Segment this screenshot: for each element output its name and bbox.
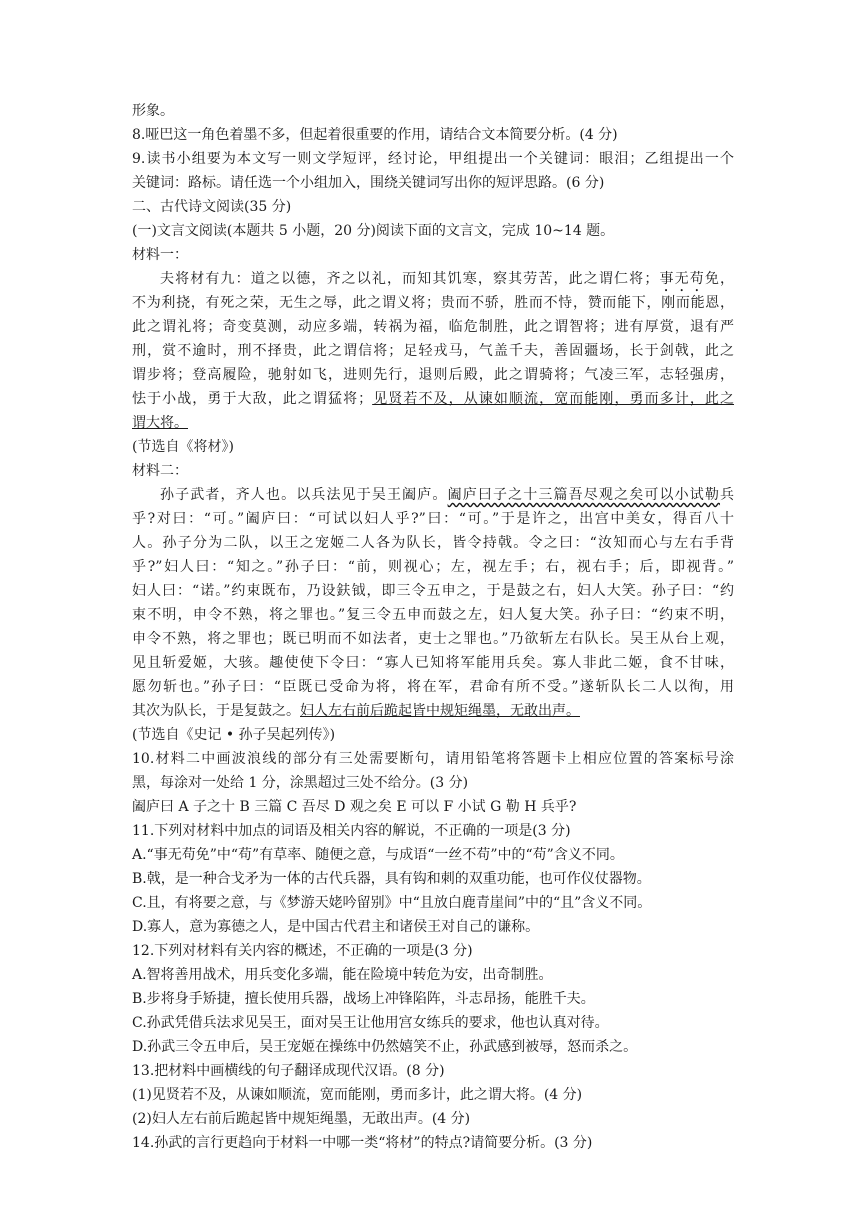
passage-line (132, 700, 580, 722)
underlined-sentence: 见贤若不及，从谏如顺流，宽而能刚，勇而多计，此之 (372, 391, 735, 407)
passage-line: 不为利挠，有死之荣，无生之辱，此之谓义将；贵而不骄，胜而不恃，赞而能下，刚而能恩， (132, 295, 734, 311)
passage-line: 妇人曰：“诺。”约束既布，乃设鈇钺，即三令五申之，于是鼓之右，妇人大笑。孙子曰：“约 (132, 583, 734, 599)
wavy-underlined-text: 阖庐曰子之十三篇吾尽观之矣可以小试勒 (447, 487, 721, 503)
question-13: 13.把材料中画横线的句子翻译成现代汉语。(8 分) (132, 1063, 445, 1079)
passage-line: 乎?对曰：“可。”阖庐曰：“可试以妇人乎?”曰：“可。”于是许之，出宫中美女，得百八十 (132, 511, 734, 527)
material-one-label: 材料一： (132, 247, 188, 263)
passage-text: 兵 (720, 487, 735, 503)
option-d: D.寡人，意为寡德之人，是中国古代君主和诸侯王对自己的谦称。 (132, 919, 540, 935)
passage-line: 此之谓礼将；奇变莫测，动应多端，转祸为福，临危制胜，此之谓智将；进有厚赏，退有严 (132, 319, 734, 335)
option-c: C.孙武凭借兵法求见吴王，面对吴王让他用宫女练兵的要求，他也认真对待。 (132, 1015, 609, 1031)
passage-line (132, 484, 734, 506)
material-two-label: 材料二： (132, 463, 188, 479)
underlined-sentence-cont: 谓大将。 (132, 415, 188, 431)
question-12: 12.下列对材料有关内容的概述，不正确的一项是(3 分) (132, 943, 473, 959)
question-10: 10.材料二中画波浪线的部分有三处需要断句，请用铅笔将答题卡上相应位置的答案标号涂 (132, 751, 734, 767)
passage-line (132, 388, 734, 410)
source-note: (节选自《将材》) (132, 439, 234, 455)
passage-line: 申令不熟，将之罪也；既已明而不如法者，吏士之罪也。”乃欲斩左右队长。吴王从台上观， (132, 631, 734, 647)
passage-line: 谓步将；登高履险，驰射如飞，进则先行，退则后殿，此之谓骑将；气凌三军，志轻强虏， (132, 367, 734, 383)
question-11: 11.下列对材料中加点的词语及相关内容的解说，不正确的一项是(3 分) (132, 823, 571, 839)
question-10-options: 阖庐曰 A 子之十 B 三篇 C 吾尽 D 观之矣 E 可以 F 小试 G 勒 H 兵乎? (132, 799, 577, 815)
passage-line: 人。孙子分为二队，以王之宠姬二人各为队长，皆令持戟。令之曰：“汝知而心与左右手背 (132, 535, 734, 551)
option-b: B.戟，是一种合戈矛为一体的古代兵器，具有钩和刺的双重功能，也可作仪仗器物。 (132, 871, 651, 887)
question-10-cont: 黑，每涂对一处给 1 分，涂黑超过三处不给分。(3 分) (132, 775, 469, 791)
subsection-heading: (一)文言文阅读(本题共 5 小题，20 分)阅读下面的文言文，完成 10~14 题。 (132, 223, 615, 239)
passage-text: 夫将材有九：道之以德，齐之以礼，而知其饥寒，察其劳苦，此之谓仁将； (160, 271, 659, 287)
option-a: A.智将善用战术，用兵变化多端，能在险境中转危为安，出奇制胜。 (132, 967, 553, 983)
underlined-sentence: 妇人左右前后跪起皆中规矩绳墨，无敢出声。 (300, 703, 580, 719)
passage-text: 免， (704, 271, 735, 287)
passage-text: 其次为队长，于是复鼓之。 (132, 703, 300, 719)
passage-line: 乎?”妇人曰：“知之。”孙子曰：“前，则视心；左，视左手；右，视右手；后，即视背。” (132, 559, 734, 575)
option-a: A.“事无苟免”中“苟”有草率、随便之意，与成语“一丝不苟”中的“苟”含义不同。 (132, 847, 624, 863)
passage-text: 孙子武者，齐人也。以兵法见于吴王阖庐。 (160, 487, 448, 503)
section-heading: 二、古代诗文阅读(35 分) (132, 199, 292, 215)
question-13-part-1: (1)见贤若不及，从谏如顺流，宽而能刚，勇而多计，此之谓大将。(4 分) (132, 1087, 583, 1103)
source-note: (节选自《史记 • 孙子吴起列传》) (132, 727, 336, 743)
text-line: 形象。 (132, 103, 174, 119)
passage-line: 刑，赏不逾时，刑不择贵，此之谓信将；足轻戎马，气盖千夫，善固疆场，长于剑戟，此之 (132, 343, 734, 359)
option-b: B.步将身手矫捷，擅长使用兵器，战场上冲锋陷阵，斗志昂扬，能胜千夫。 (132, 991, 595, 1007)
passage-line: 见且斩爱姬，大骇。趣使使下令曰：“寡人已知将军能用兵矣。寡人非此二姬，食不甘味， (132, 655, 734, 671)
passage-line: 束不明，申令不熟，将之罪也。”复三令五申而鼓之左，妇人复大笑。孙子曰：“约束不明， (132, 607, 734, 623)
passage-text: 怯于小战，勇于大敌，此之谓猛将； (132, 391, 373, 407)
question-9-cont: 关键词：路标。请任选一个小组加入，围绕关键词写出你的短评思路。(6 分) (132, 175, 605, 191)
question-8: 8.哑巴这一角色着墨不多，但起着很重要的作用，请结合文本简要分析。(4 分) (132, 127, 618, 143)
question-9: 9.读书小组要为本文写一则文学短评，经讨论，甲组提出一个关键词：眼泪；乙组提出一个 (132, 151, 734, 167)
option-d: D.孙武三令五申后，吴王宠姬在操练中仍然嬉笑不止，孙武感到被辱，怒而杀之。 (132, 1039, 638, 1055)
option-c: C.且，有将要之意，与《梦游天姥吟留别》中“且放白鹿青崖间”中的“且”含义不同。 (132, 895, 652, 911)
passage-line (132, 268, 734, 295)
question-13-part-2: (2)妇人左右前后跪起皆中规矩绳墨，无敢出声。(4 分) (132, 1111, 471, 1127)
passage-line: 愿勿斩也。”孙子曰：“臣既已受命为将，将在军，君命有所不受。”遂斩队长二人以徇，用 (132, 679, 734, 695)
question-14: 14.孙武的言行更趋向于材料一中哪一类“将材”的特点?请简要分析。(3 分) (132, 1135, 593, 1151)
dotted-phrase: 事无苟 (658, 271, 705, 287)
